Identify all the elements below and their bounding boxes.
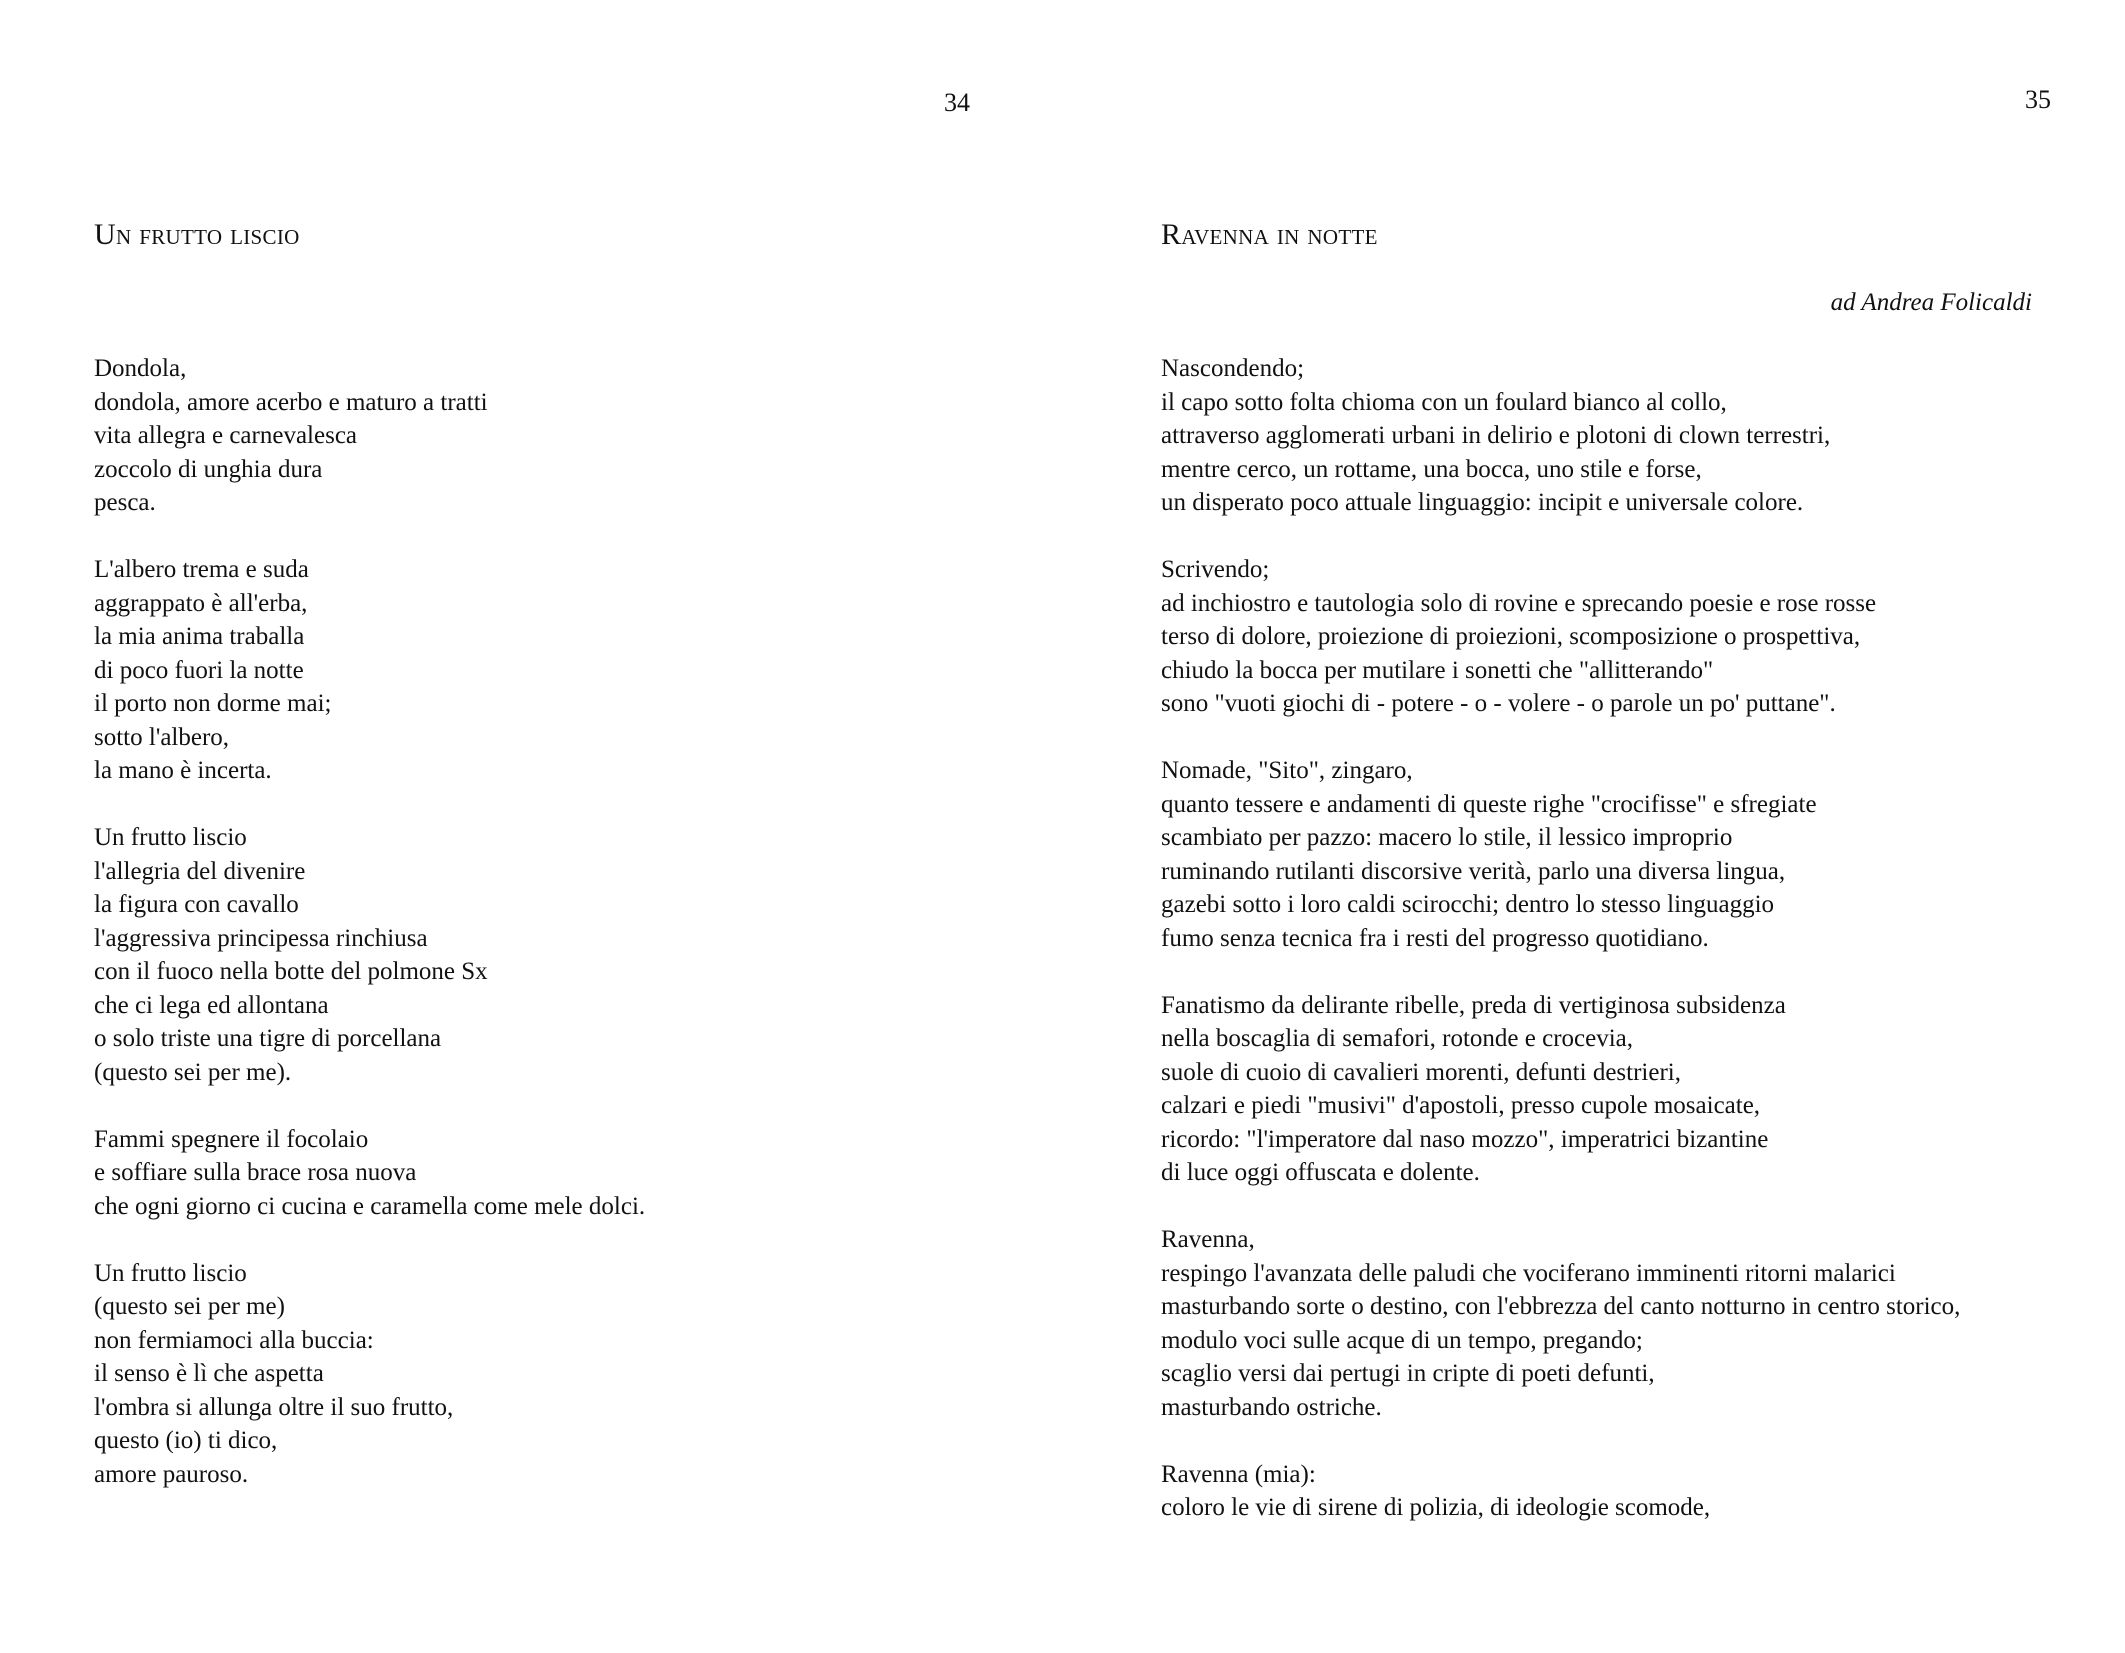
poem-line: L'albero trema e suda xyxy=(94,556,309,583)
poem-line: questo (io) ti dico, xyxy=(94,1427,278,1454)
poem-body xyxy=(1161,352,1960,1558)
stanza xyxy=(94,352,645,520)
poem-line: e soffiare sulla brace rosa nuova xyxy=(94,1159,417,1186)
right-page xyxy=(1062,0,2125,1653)
stanza xyxy=(1161,553,1960,721)
poem-line: o solo triste una tigre di porcellana xyxy=(94,1025,442,1052)
poem-line: Dondola, xyxy=(94,355,187,382)
poem-line: attraverso agglomerati urbani in delirio e plotoni di clown terrestri, xyxy=(1161,422,1831,449)
poem-line: amore pauroso. xyxy=(94,1460,249,1488)
poem-line: scambiato per pazzo: macero lo stile, il lessico improprio xyxy=(1161,824,1733,851)
stanza xyxy=(94,1123,645,1224)
poem-line: nella boscaglia di semafori, rotonde e crocevia, xyxy=(1161,1025,1634,1052)
poem-line: mentre cerco, un rottame, una bocca, uno stile e forse, xyxy=(1161,455,1702,483)
poem-line: Un frutto liscio xyxy=(94,824,247,851)
poem-body xyxy=(94,352,645,1525)
stanza xyxy=(1161,754,1960,955)
poem-line: (questo sei per me) xyxy=(94,1293,285,1320)
poem-title: Un frutto liscio xyxy=(94,218,300,251)
poem-line: Fammi spegnere il focolaio xyxy=(94,1125,369,1153)
poem-line: quanto tessere e andamenti di queste righe "crocifisse" e sfregiate xyxy=(1161,790,1817,818)
stanza xyxy=(1161,352,1960,520)
poem-title: Ravenna in notte xyxy=(1161,218,1378,251)
poem-line: scaglio versi dai pertugi in cripte di poeti defunti, xyxy=(1161,1360,1655,1387)
poem-line: modulo voci sulle acque di un tempo, pregando; xyxy=(1161,1326,1643,1354)
poem-line: coloro le vie di sirene di polizia, di ideologie scomode, xyxy=(1161,1494,1711,1521)
poem-line: vita allegra e carnevalesca xyxy=(94,422,358,449)
poem-line: fumo senza tecnica fra i resti del progresso quotidiano. xyxy=(1161,924,1709,952)
poem-line: il senso è lì che aspetta xyxy=(94,1360,324,1387)
stanza xyxy=(1161,1458,1960,1525)
page-number: 35 xyxy=(2025,85,2051,114)
poem-line: dondola, amore acerbo e maturo a tratti xyxy=(94,388,488,416)
stanza xyxy=(94,553,645,788)
poem-line: di luce oggi offuscata e dolente. xyxy=(1161,1159,1480,1186)
poem-line: non fermiamoci alla buccia: xyxy=(94,1326,374,1354)
poem-line: aggrappato è all'erba, xyxy=(94,589,308,617)
poem-line: respingo l'avanzata delle paludi che vociferano imminenti ritorni malarici xyxy=(1161,1259,1896,1287)
poem-line: che ci lega ed allontana xyxy=(94,991,329,1019)
poem-line: il porto non dorme mai; xyxy=(94,690,332,717)
poem-line: il capo sotto folta chioma con un foulard bianco al collo, xyxy=(1161,388,1727,416)
poem-line: Fanatismo da delirante ribelle, preda di vertiginosa subsidenza xyxy=(1161,991,1786,1019)
poem-line: zoccolo di unghia dura xyxy=(94,455,323,483)
stanza xyxy=(1161,989,1960,1190)
poem-line: la mia anima traballa xyxy=(94,623,305,650)
poem-line: un disperato poco attuale linguaggio: incipit e universale colore. xyxy=(1161,489,1804,516)
poem-line: gazebi sotto i loro caldi scirocchi; dentro lo stesso linguaggio xyxy=(1161,891,1775,918)
poem-line: terso di dolore, proiezione di proiezioni, scomposizione o prospettiva, xyxy=(1161,623,1861,650)
dedication: ad Andrea Folicaldi xyxy=(1830,289,2032,316)
poem-line: l'ombra si allunga oltre il suo frutto, xyxy=(94,1393,454,1421)
stanza xyxy=(94,821,645,1089)
poem-line: che ogni giorno ci cucina e caramella come mele dolci. xyxy=(94,1192,646,1220)
poem-line: Nomade, "Sito", zingaro, xyxy=(1161,757,1413,784)
poem-line: ruminando rutilanti discorsive verità, parlo una diversa lingua, xyxy=(1161,857,1786,885)
poem-line: la figura con cavallo xyxy=(94,891,299,918)
stanza xyxy=(1161,1223,1960,1424)
poem-line: chiudo la bocca per mutilare i sonetti che "allitterando" xyxy=(1161,656,1714,684)
poem-line: ricordo: "l'imperatore dal naso mozzo", imperatrici bizantine xyxy=(1161,1125,1769,1153)
page-number: 34 xyxy=(944,88,970,117)
poem-line: l'aggressiva principessa rinchiusa xyxy=(94,924,428,952)
poem-line: con il fuoco nella botte del polmone Sx xyxy=(94,958,488,985)
stanza xyxy=(94,1257,645,1492)
poem-line: pesca. xyxy=(94,489,156,516)
poem-line: calzari e piedi "musivi" d'apostoli, presso cupole mosaicate, xyxy=(1161,1092,1761,1119)
poem-line: sotto l'albero, xyxy=(94,723,230,751)
poem-line: (questo sei per me). xyxy=(94,1058,292,1086)
poem-line: Un frutto liscio xyxy=(94,1259,247,1287)
poem-line: di poco fuori la notte xyxy=(94,656,304,684)
poem-line: masturbando ostriche. xyxy=(1161,1393,1382,1421)
poem-line: suole di cuoio di cavalieri morenti, defunti destrieri, xyxy=(1161,1058,1681,1086)
poem-line: Ravenna, xyxy=(1161,1226,1255,1253)
poem-line: Ravenna (mia): xyxy=(1161,1460,1316,1488)
poem-line: la mano è incerta. xyxy=(94,757,272,784)
poem-line: masturbando sorte o destino, con l'ebbrezza del canto notturno in centro storico, xyxy=(1161,1293,1961,1320)
poem-line: ad inchiostro e tautologia solo di rovine e sprecando poesie e rose rosse xyxy=(1161,589,1877,617)
poem-line: Nascondendo; xyxy=(1161,355,1305,382)
poem-line: sono "vuoti giochi di - potere - o - volere - o parole un po' puttane". xyxy=(1161,690,1836,717)
left-page xyxy=(0,0,1062,1653)
poem-line: Scrivendo; xyxy=(1161,556,1270,583)
poem-line: l'allegria del divenire xyxy=(94,857,306,885)
